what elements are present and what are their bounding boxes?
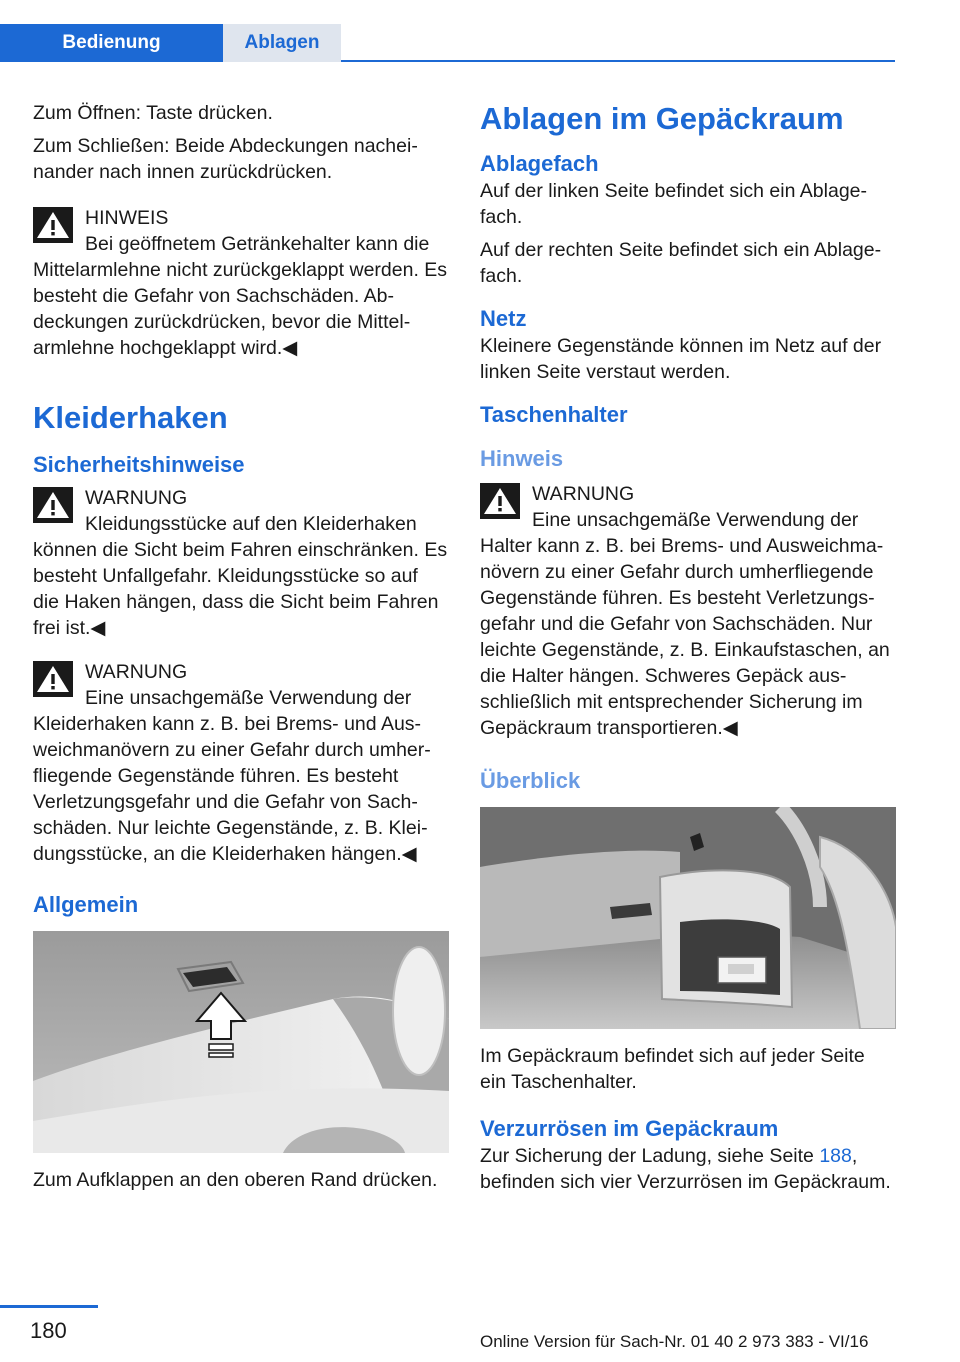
tab-ablagen[interactable]: Ablagen	[223, 24, 341, 62]
subheading-ueberblick: Überblick	[480, 768, 581, 793]
warning-text-first: Kleidungsstücke auf den Kleiderhaken	[85, 513, 417, 535]
warning-text-first: Eine unsachgemäße Verwendung der	[85, 687, 412, 709]
paragraph-close: Zum Schließen: Beide Abdeckungen nacheinander nach innen zurückdrücken.	[33, 135, 418, 183]
warning-notice-1	[33, 485, 449, 641]
warning-triangle-icon	[33, 207, 73, 243]
warning-label: WARNUNG	[85, 487, 188, 509]
subheading-taschenhalter: Taschenhalter	[480, 402, 628, 427]
header-tabbar	[0, 24, 895, 62]
verzurr-text-after: , befinden sich vier Verzurrösen im Gepäckraum.	[480, 1145, 891, 1193]
paragraph-verzurroesen	[480, 1143, 896, 1195]
verzurr-text-before: Zur Sicherung der Ladung, siehe Seite	[480, 1145, 820, 1167]
heading-ablagen-gepaeckraum: Ablagen im Gepäckraum	[480, 101, 844, 136]
online-version-note: Online Version für Sach-Nr. 01 40 2 973 383 - VI/16	[480, 1332, 869, 1351]
warning-notice-3	[480, 481, 896, 741]
page-link-188[interactable]: 188	[819, 1145, 852, 1167]
caption-coat-hook: Zum Aufklappen an den oberen Rand drücken.	[33, 1169, 438, 1191]
footer-accent-line	[0, 1305, 98, 1308]
warning-triangle-icon	[33, 487, 73, 523]
hint-notice	[33, 205, 449, 361]
subheading-verzurroesen: Verzurrösen im Gepäckraum	[480, 1116, 779, 1141]
warning-text-rest: können die Sicht beim Fahren einschränken. Es besteht Unfallgefahr. Kleidungsstücke so auf die Haken hängen, dass die Sicht beim Fahren frei ist.◀	[33, 539, 448, 639]
warning-triangle-icon	[480, 483, 520, 519]
hint-text-rest: Mittelarmlehne nicht zurückgeklappt werden. Es besteht die Gefahr von Sachschäden. Abdeckungen zurückdrücken, bevor die Mittelarmlehne hochgeklappt wird.◀	[33, 259, 448, 359]
paragraph-ablagefach-left: Auf der linken Seite befindet sich ein Ablagefach.	[480, 180, 868, 228]
hint-text-first: Bei geöffnetem Getränkehalter kann die	[85, 233, 430, 255]
hint-label: HINWEIS	[85, 207, 169, 229]
tab-bedienung[interactable]: Bedienung	[0, 24, 223, 62]
subheading-sicherheitshinweise: Sicherheitshinweise	[33, 452, 245, 477]
subheading-ablagefach: Ablagefach	[480, 151, 599, 176]
warning-label: WARNUNG	[85, 661, 188, 683]
left-column	[33, 100, 449, 1200]
caption-trunk: Im Gepäckraum befindet sich auf jeder Seite ein Taschenhalter.	[480, 1045, 865, 1093]
warning-text-rest: Kleiderhaken kann z. B. bei Brems- und Ausweichmanövern zu einer Gefahr durch umherfliegende Gegenstände führen. Es besteht Verletzungsgefahr und die Gefahr von Sachschäden. Nur leichte Gegenstände, z. B. Kleidungsstücke, an die Kleiderhaken hängen.◀	[33, 713, 431, 865]
coat-hook-photo	[33, 931, 449, 1153]
warning-label: WARNUNG	[532, 483, 635, 505]
page-number: 180	[30, 1318, 67, 1343]
warning-triangle-icon	[33, 661, 73, 697]
warning-text-rest: Halter kann z. B. bei Brems- und Ausweichmanövern zu einer Gefahr durch umherfliegende Gegenstände führen. Es besteht Verletzungsgefahr und die Gefahr von Sachschäden. Nur leichte Gegenstände, z. B. Einkaufstaschen, an die Halter hängen. Schweres Gepäck ausschließlich mit entsprechender Sicherung im Gepäckraum transportieren.◀	[480, 535, 890, 739]
paragraph-netz: Kleinere Gegenstände können im Netz auf der linken Seite verstaut werden.	[480, 335, 882, 383]
paragraph-open: Zum Öffnen: Taste drücken.	[33, 102, 273, 124]
right-column	[480, 100, 896, 1202]
subheading-netz: Netz	[480, 306, 527, 331]
paragraph-ablagefach-right: Auf der rechten Seite befindet sich ein Ablagefach.	[480, 239, 882, 287]
trunk-photo	[480, 807, 896, 1029]
subheading-allgemein: Allgemein	[33, 892, 139, 917]
subheading-hinweis: Hinweis	[480, 446, 564, 471]
heading-kleiderhaken: Kleiderhaken	[33, 400, 228, 435]
warning-notice-2	[33, 659, 449, 867]
warning-text-first: Eine unsachgemäße Verwendung der	[532, 509, 859, 531]
